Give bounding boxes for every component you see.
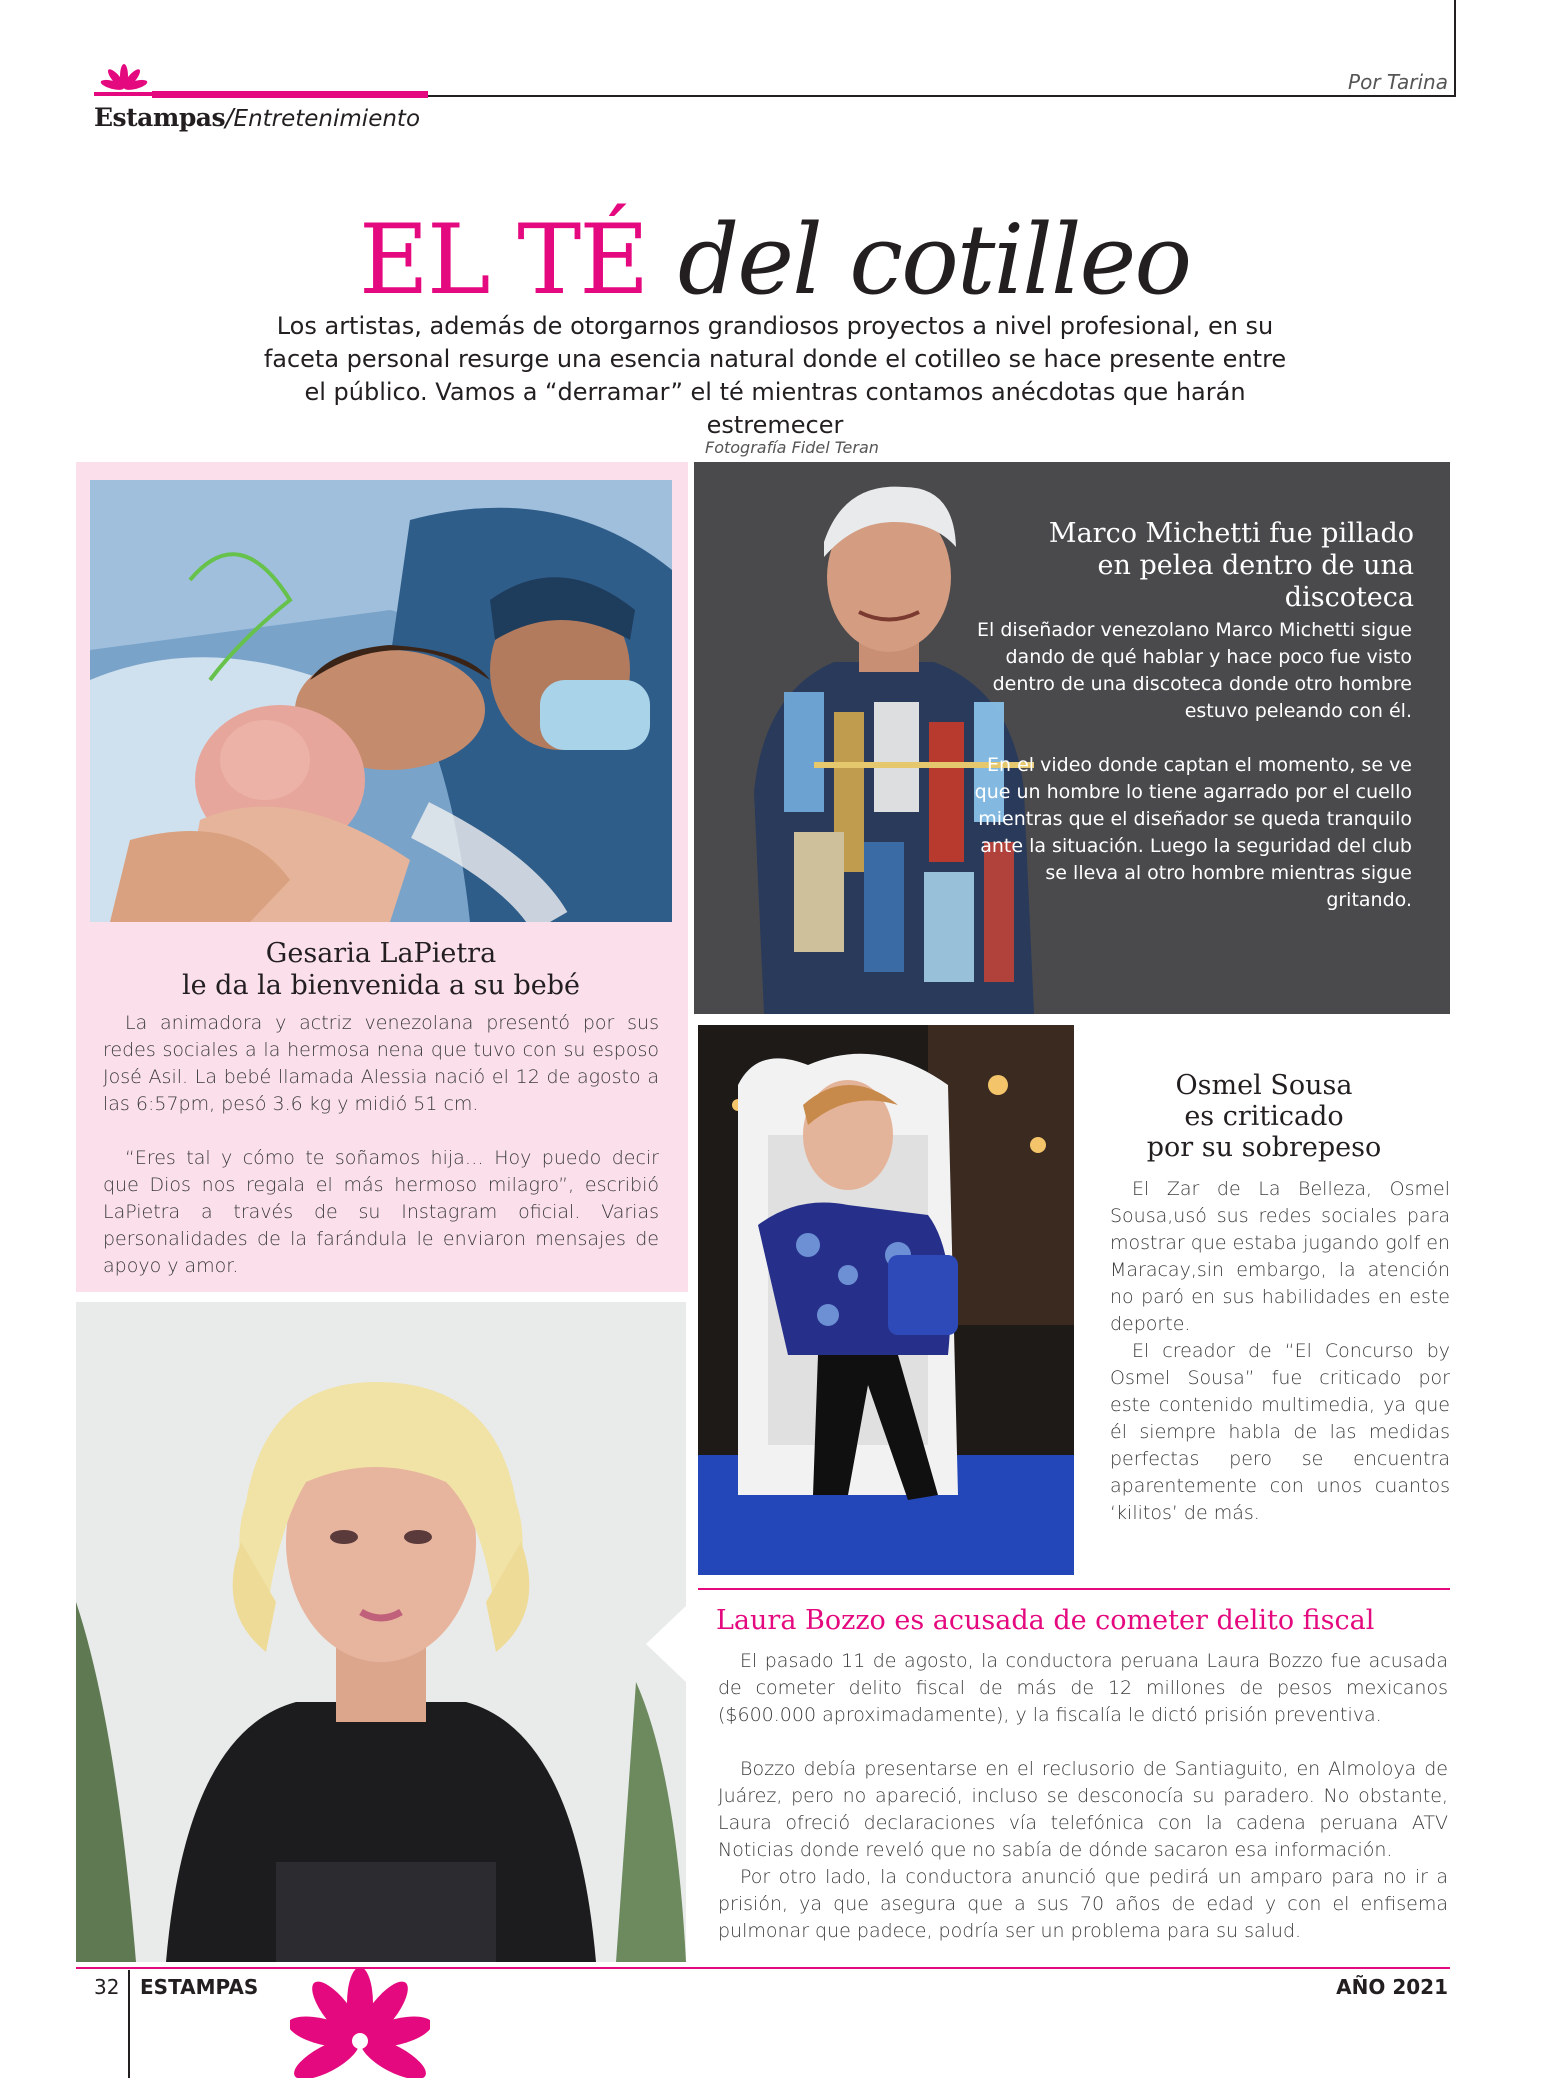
michetti-paragraph-1: El diseñador venezolano Marco Michetti sigue dando de qué hablar y hace poco fue visto dentro de una discoteca donde otro hombre estuvo peleando con él. (977, 619, 1412, 722)
gesaria-title (90, 938, 672, 1002)
bozzo-photo-notch (646, 1604, 688, 1684)
headline-part1: EL TÉ (358, 204, 648, 316)
footer-magazine-name: ESTAMPAS (140, 1975, 259, 1999)
osmel-paragraph-2: El creador de “El Concurso by Osmel Sousa” fue criticado por este contenido multimedia, ya que él siempre habla de las medidas perfectas pero se encuentra aparentemente con unos cuantos ‘kilitos’ de más. (1110, 1340, 1450, 1524)
gesaria-title-line1: Gesaria LaPietra (265, 938, 497, 969)
intro-paragraph: Los artistas, además de otorgarnos grandiosos proyectos a nivel profesional, en su faceta personal resurge una esencia natural donde el cotilleo se hace presente entre el público. Vamos a “derramar” el té mientras contamos anécdotas que harán estremecer (263, 312, 1287, 439)
michetti-paragraph-2: En el video donde captan el momento, se ve que un hombre lo tiene agarrado por el cuello mientras que el diseñador se queda tranquilo ante la situación. Luego la seguridad del club se lleva al otro hombre mientras sigue gritando. (974, 754, 1412, 911)
osmel-title (1106, 1070, 1422, 1163)
bozzo-title: Laura Bozzo es acusada de cometer delito fiscal (716, 1605, 1375, 1636)
bozzo-paragraph-2: Bozzo debía presentarse en el reclusorio de Santiaguito, en Almoloya de Juárez, pero no apareció, incluso se desconocía su paradero. No obstante, Laura ofreció declaraciones vía telefónica con la cadena peruana ATV Noticias donde reveló que no sabía de dónde sacaron esa información. (718, 1758, 1448, 1861)
footer-page-number: 32 (94, 1975, 120, 1999)
osmel-title-line2: es criticado (1184, 1101, 1344, 1132)
michetti-paragraph-gap (974, 725, 1412, 752)
gesaria-photo (90, 480, 672, 922)
michetti-body (974, 617, 1412, 914)
gesaria-paragraph-2: “Eres tal y cómo te soñamos hija… Hoy puedo decir que Dios nos regala el más hermoso milagro”, escribió LaPietra a través de su Instagram oficial. Varias personalidades de la farándula le enviaron mensajes de apoyo y amor. (103, 1147, 659, 1277)
michetti-title-line2: en pelea dentro de una discoteca (1097, 550, 1414, 613)
section-label (94, 103, 420, 132)
section-name: Estampas (94, 103, 226, 132)
bozzo-paragraph-3: Por otro lado, la conductora anunció que pedirá un amparo para no ir a prisión, ya que asegura que a sus 70 años de edad y con el enfisema pulmonar que padece, podría ser un problema para su salud. (718, 1866, 1448, 1942)
gesaria-photo-illustration (90, 480, 672, 922)
osmel-photo-illustration (698, 1025, 1074, 1575)
michetti-title-line1: Marco Michetti fue pillado (1048, 518, 1414, 549)
footer-rule (76, 1967, 1450, 1969)
flower-logo-icon (94, 62, 154, 96)
michetti-title (974, 518, 1414, 614)
section-slash: / (225, 103, 234, 132)
subsection-name: Entretenimiento (233, 106, 421, 132)
footer-year: AÑO 2021 (1336, 1975, 1448, 1999)
photo-credit: Fotografía Fidel Teran (705, 438, 879, 457)
bozzo-top-rule (698, 1588, 1450, 1590)
osmel-photo (698, 1025, 1074, 1575)
headline-part2: del cotilleo (677, 204, 1191, 316)
header (0, 0, 1549, 140)
bozzo-paragraph-gap (718, 1729, 1448, 1756)
footer-vertical-rule (128, 1970, 130, 2078)
footer-flower-icon (290, 1963, 430, 2078)
page-headline (0, 205, 1549, 315)
header-black-rule (428, 95, 1456, 97)
bozzo-photo (76, 1302, 686, 1962)
gesaria-paragraph-gap (103, 1118, 659, 1145)
osmel-paragraph-1: El Zar de La Belleza, Osmel Sousa,usó sus redes sociales para mostrar que estaba jugando golf en Maracay,sin embargo, la atención no paró en sus habilidades en este deporte. (1110, 1178, 1450, 1335)
osmel-title-line1: Osmel Sousa (1175, 1070, 1353, 1101)
osmel-body (1110, 1176, 1450, 1527)
header-right-vertical-rule (1454, 0, 1456, 97)
gesaria-body (103, 1010, 659, 1280)
michetti-panel (694, 462, 1450, 1014)
bozzo-paragraph-1: El pasado 11 de agosto, la conductora peruana Laura Bozzo fue acusada de cometer delito fiscal de más de 12 millones de pesos mexicanos ($600.000 aproximadamente), y la fiscalía le dictó prisión preventiva. (718, 1650, 1448, 1726)
gesaria-paragraph-1: La animadora y actriz venezolana presentó por sus redes sociales a la hermosa nena que tuvo con su esposo José Asil. La bebé llamada Alessia nació el 12 de agosto a las 6:57pm, pesó 3.6 kg y midió 51 cm. (103, 1012, 659, 1115)
gesaria-title-line2: le da la bienvenida a su bebé (181, 970, 580, 1001)
bozzo-body (718, 1648, 1448, 1945)
header-pink-rule (152, 91, 428, 98)
osmel-title-line3: por su sobrepeso (1146, 1132, 1382, 1163)
bozzo-photo-illustration (76, 1302, 686, 1962)
author-byline: Por Tarina (1348, 70, 1448, 94)
